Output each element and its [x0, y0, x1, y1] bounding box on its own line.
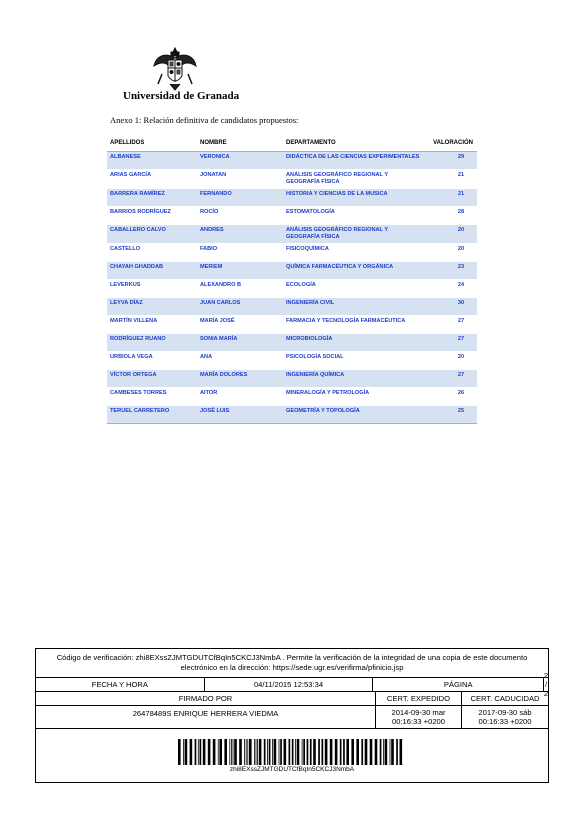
cell-nombre: JONATAN	[197, 170, 283, 189]
firmado-por-label: FIRMADO POR	[36, 692, 376, 705]
barcode-bar	[396, 739, 398, 765]
barcode-bar	[234, 739, 237, 765]
cell-valoracion: 28	[425, 207, 477, 225]
cell-apellidos: TERUEL CARRETERO	[107, 406, 197, 424]
barcode-bar	[351, 739, 354, 765]
barcode-bar	[178, 739, 181, 765]
cell-valoracion: 24	[425, 280, 477, 298]
pagina-value: 2 / 2	[543, 671, 549, 698]
table-row	[107, 352, 477, 370]
barcode-bar	[198, 739, 199, 765]
table-header-row	[107, 135, 477, 152]
cell-nombre: ANA	[197, 352, 283, 370]
cell-nombre: VERONICA	[197, 152, 283, 170]
cell-apellidos: ARIAS GARCÍA	[107, 170, 197, 189]
barcode-bar	[380, 739, 382, 765]
barcode-bar	[390, 739, 391, 765]
university-coat-of-arms-icon	[150, 44, 200, 92]
cell-valoracion: 21	[425, 170, 477, 189]
cell-nombre: ANDRES	[197, 225, 283, 244]
cell-apellidos: ALBANESE	[107, 152, 197, 170]
cell-nombre: ALEXANDRO B	[197, 280, 283, 298]
barcode-bar	[330, 739, 333, 765]
barcode-bar	[303, 739, 305, 765]
cell-departamento: GEOMETRÍA Y TOPOLOGÍA	[283, 406, 425, 424]
cell-departamento: DIDÁCTICA DE LAS CIENCIAS EXPERIMENTALES	[283, 152, 425, 170]
pagina-label: PÁGINA	[373, 678, 544, 691]
cell-nombre: FERNANDO	[197, 189, 283, 207]
barcode-bar	[267, 739, 268, 765]
cell-valoracion: 21	[425, 189, 477, 207]
barcode-bar	[218, 739, 219, 765]
cell-departamento: FISICOQUÍMICA	[283, 244, 425, 262]
header-nombre: NOMBRE	[197, 135, 283, 152]
barcode-bar	[195, 739, 197, 765]
barcode-icon	[178, 739, 406, 765]
barcode-bar	[233, 739, 234, 765]
barcode-bar	[325, 739, 328, 765]
barcode-bar	[257, 739, 258, 765]
barcode-bar	[272, 739, 273, 765]
cell-valoracion: 27	[425, 370, 477, 388]
cert-expedido-value: 2014-09-30 mar 00:16:33 +0200	[376, 706, 462, 728]
barcode-bar	[231, 739, 232, 765]
cell-valoracion: 20	[425, 225, 477, 244]
cell-nombre: ROCÍO	[197, 207, 283, 225]
cert-caducidad-label: CERT. CADUCIDAD	[470, 694, 540, 703]
cell-nombre: JOSÉ LUIS	[197, 406, 283, 424]
table-row	[107, 370, 477, 388]
cell-apellidos: CASTELLO	[107, 244, 197, 262]
cell-apellidos: MARTÍN VILLENA	[107, 316, 197, 334]
barcode-bar	[335, 739, 338, 765]
barcode-bar	[224, 739, 227, 765]
table-row	[107, 189, 477, 207]
barcode-bar	[346, 739, 349, 765]
cell-apellidos: URBIOLA VEGA	[107, 352, 197, 370]
barcode-bar	[256, 739, 257, 765]
barcode-bar	[279, 739, 280, 765]
cell-valoracion: 30	[425, 298, 477, 316]
cell-departamento: FARMACIA Y TECNOLOGÍA FARMACÉUTICA	[283, 316, 425, 334]
table-row	[107, 280, 477, 298]
cell-apellidos: BARRERA RAMÍREZ	[107, 189, 197, 207]
barcode-bar	[239, 739, 242, 765]
cell-valoracion: 26	[425, 388, 477, 406]
cell-apellidos: LEYVA DÍAZ	[107, 298, 197, 316]
barcode-bar	[365, 739, 368, 765]
cell-departamento: MINERALOGÍA Y PETROLOGÍA	[283, 388, 425, 406]
barcode-bar	[249, 739, 252, 765]
cell-nombre: JUAN CARLOS	[197, 298, 283, 316]
barcode-bar	[185, 739, 188, 765]
cell-valoracion: 27	[425, 316, 477, 334]
fecha-hora-value: 04/11/2015 12:53:34	[205, 678, 374, 691]
cell-departamento: PSICOLOGÍA SOCIAL	[283, 352, 425, 370]
barcode-bar	[340, 739, 342, 765]
barcode-bar	[269, 739, 271, 765]
header-valoracion: VALORACIÓN	[425, 135, 477, 152]
cell-nombre: MARÍA DOLORES	[197, 370, 283, 388]
table-row	[107, 152, 477, 170]
table-row	[107, 244, 477, 262]
barcode-bar	[246, 739, 247, 765]
barcode-bar	[200, 739, 202, 765]
verification-text: Código de verificación: zhi8EXssZJMTGDUTCfBqIn5CKCJ3NmbA . Permite la verificación de la integridad de una copia de este documento electrónico en la dirección: https://sede.ugr.es/verifirma/pfinicio.jsp	[56, 653, 528, 672]
barcode-bar	[383, 739, 384, 765]
cell-apellidos: CAMBESES TORRES	[107, 388, 197, 406]
cell-departamento: MICROBIOLOGÍA	[283, 334, 425, 352]
cell-nombre: MERIEM	[197, 262, 283, 280]
cell-nombre: FABIO	[197, 244, 283, 262]
barcode-bar	[254, 739, 255, 765]
table-row	[107, 225, 477, 244]
cell-apellidos: BARRIOS RODRÍGUEZ	[107, 207, 197, 225]
barcode-bar	[208, 739, 211, 765]
cell-departamento: INGENIERÍA QUÍMICA	[283, 370, 425, 388]
barcode-bar	[259, 739, 262, 765]
cell-nombre: AITOR	[197, 388, 283, 406]
barcode-bar	[361, 739, 363, 765]
barcode-bar	[274, 739, 277, 765]
table-row	[107, 388, 477, 406]
barcode-bar	[297, 739, 300, 765]
cell-departamento: ESTOMATOLOGÍA	[283, 207, 425, 225]
barcode-bar	[318, 739, 320, 765]
barcode-bar	[356, 739, 359, 765]
table-row	[107, 298, 477, 316]
annex-title: Anexo 1: Relación definitiva de candidatos propuestos:	[110, 115, 299, 125]
cert-expedido-label: CERT. EXPEDIDO	[376, 692, 462, 705]
cell-apellidos: RODRÍGUEZ RUANO	[107, 334, 197, 352]
barcode-bar	[310, 739, 312, 765]
candidates-table	[107, 135, 477, 424]
table-row	[107, 262, 477, 280]
barcode-bar	[264, 739, 266, 765]
barcode-bar	[280, 739, 282, 765]
cell-departamento: ANÁLISIS GEOGRÁFICO REGIONAL Y GEOGRAFÍA FÍSICA	[283, 170, 425, 189]
firmante: 26478489S ENRIQUE HERRERA VIEDMA	[36, 706, 376, 728]
cell-departamento: HISTORIA Y CIENCIAS DE LA MUSICA	[283, 189, 425, 207]
barcode-bar	[391, 739, 394, 765]
barcode-bar	[400, 739, 403, 765]
cell-valoracion: 20	[425, 244, 477, 262]
cell-valoracion: 23	[425, 262, 477, 280]
cell-nombre: SONIA MARÍA	[197, 334, 283, 352]
cell-departamento: ANÁLISIS GEOGRÁFICO REGIONAL Y GEOGRAFÍA FÍSICA	[283, 225, 425, 244]
cell-apellidos: VÍCTOR ORTEGA	[107, 370, 197, 388]
barcode-bar	[375, 739, 378, 765]
barcode-bar	[213, 739, 216, 765]
cell-departamento: QUÍMICA FARMACÉUTICA Y ORGÁNICA	[283, 262, 425, 280]
barcode-bar	[247, 739, 248, 765]
cell-valoracion: 20	[425, 352, 477, 370]
barcode-bar	[203, 739, 206, 765]
table-row	[107, 406, 477, 424]
barcode-bar	[295, 739, 296, 765]
university-name: Universidad de Granada	[123, 90, 240, 102]
cert-caducidad-value: 2017-09-30 sáb 00:16:33 +0200	[478, 708, 532, 726]
cell-apellidos: LEVERKUS	[107, 280, 197, 298]
barcode-bar	[244, 739, 245, 765]
barcode-bar	[322, 739, 324, 765]
barcode-bar	[302, 739, 303, 765]
table-row	[107, 170, 477, 189]
header-departamento: DEPARTAMENTO	[283, 135, 425, 152]
barcode-bar	[190, 739, 193, 765]
table-row	[107, 207, 477, 225]
barcode-bar	[219, 739, 222, 765]
signature-certificate-box	[35, 648, 549, 783]
header-apellidos: APELLIDOS	[107, 135, 197, 152]
barcode-text: zhi8EXssZJMTGDUTCfBqIn5CKCJ3NmbA	[229, 765, 355, 773]
cell-departamento: INGENIERÍA CIVIL	[283, 298, 425, 316]
barcode-bar	[370, 739, 373, 765]
barcode-bar	[385, 739, 388, 765]
barcode-bar	[313, 739, 316, 765]
barcode-bar	[289, 739, 291, 765]
barcode-bar	[183, 739, 184, 765]
barcode-bar	[292, 739, 294, 765]
cell-valoracion: 29	[425, 152, 477, 170]
cell-departamento: ECOLOGÍA	[283, 280, 425, 298]
fecha-hora-label: FECHA Y HORA	[36, 678, 205, 691]
cell-apellidos: CABALLERO CALVO	[107, 225, 197, 244]
table-row	[107, 334, 477, 352]
barcode-bar	[343, 739, 345, 765]
cell-valoracion: 27	[425, 334, 477, 352]
barcode-area	[36, 729, 548, 782]
cell-nombre: MARÍA JOSÉ	[197, 316, 283, 334]
cell-apellidos: CHAYAH GHADDAB	[107, 262, 197, 280]
barcode-bar	[229, 739, 230, 765]
barcode-bar	[284, 739, 287, 765]
barcode-bar	[307, 739, 309, 765]
table-row	[107, 316, 477, 334]
cell-valoracion: 25	[425, 406, 477, 424]
